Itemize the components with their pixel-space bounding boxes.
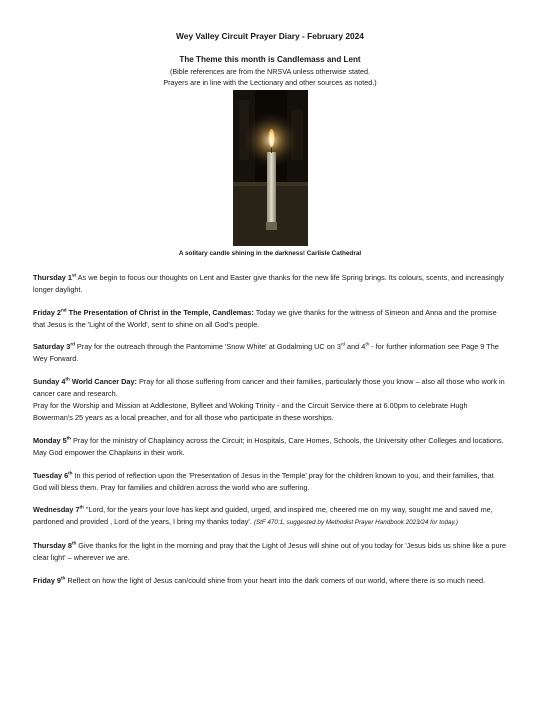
entry-saturday-3	[33, 341, 507, 365]
bible-reference-note	[33, 66, 507, 88]
document-title: Wey Valley Circuit Prayer Diary - February 2024	[176, 31, 364, 41]
entry-text: As we begin to focus our thoughts on Lent and Easter give thanks for the new life Spring brings. Its colours, scents, and increasingly longer daylight.	[33, 273, 504, 295]
note-line-2: Prayers are in line with the Lectionary and other sources as noted.)	[163, 78, 377, 87]
entry-day: Tuesday 6th	[33, 470, 73, 480]
entry-monday-5	[33, 435, 507, 459]
entry-text: Today we give thanks for the witness of Simeon and Anna and the promise that Jesus is the 'Light of the World', sent to shine on all God's people.	[33, 307, 497, 329]
hymn-reference: (StF 470:1, suggested by Methodist Prayer Handbook 2023/24 for today.)	[253, 519, 459, 527]
entry-sunday-4	[33, 376, 507, 424]
prayer-entries	[33, 272, 507, 587]
entry-heading: Sunday 4th World Cancer Day:	[33, 376, 137, 387]
entry-text: Pray for the ministry of Chaplaincy across the Circuit; in Hospitals, Care Homes, Schools, the University other Colleges and locations. May God empower the Chaplains in their work.	[33, 435, 504, 458]
entry-text: "Lord, for the years your love has kept and guided, urged, and inspired me, cheered me on my way, sought me and saved me, pardoned and provided , Lord of the years, I bring my thanks today'.	[33, 505, 493, 527]
entry-friday-2	[33, 307, 507, 331]
entry-text: Pray for the outreach through the Pantomime 'Snow White' at Godalming UC on 3rd and 4th - for further information see Page 9 The Wey Forward.	[33, 341, 499, 364]
entry-day: Friday 9th	[33, 575, 66, 585]
entry-day: Monday 5th	[33, 435, 71, 445]
entry-text-continued: Pray for the Worship and Mission at Addlestone, Byfleet and Woking Trinity - and the Circuit Service there at 6.00pm to celebrate Hugh Bowerman's 25 years as a local preacher, and for all those who participate in these worships.	[33, 401, 468, 423]
entry-text: In this period of reflection upon the 'Presentation of Jesus in the Temple' pray for the children known to you, and their families, that God will bless them. Pray for families and children across the world who are suffering.	[33, 470, 494, 492]
entry-wednesday-7	[33, 504, 507, 529]
photo-caption: A solitary candle shining in the darkness! Carlisle Cathedral	[178, 250, 362, 257]
candle-photo	[233, 90, 308, 246]
entry-day: Thursday 8th	[33, 540, 77, 550]
entry-thursday-1	[33, 272, 507, 296]
entry-thursday-8	[33, 540, 507, 564]
photo-container	[33, 90, 507, 246]
entry-day: Thursday 1st	[33, 272, 77, 282]
entry-heading: Friday 2nd The Presentation of Christ in the Temple, Candlemas:	[33, 307, 254, 317]
entry-friday-9	[33, 575, 507, 587]
entry-text: Reflect on how the light of Jesus can/could shine from your heart into the dark corners of our world, where there is so much need.	[65, 575, 486, 585]
candle-illustration	[233, 90, 308, 246]
theme-heading: The Theme this month is Candlemass and Lent	[179, 55, 361, 64]
entry-day: Saturday 3rd	[33, 341, 75, 352]
note-line-1: (Bible references are from the NRSVA unless otherwise stated.	[169, 67, 370, 76]
entry-text: Pray for all those suffering from cancer and their families, particularly those you know – also all those who work in cancer care and research.	[33, 377, 505, 399]
entry-text: Give thanks for the light in the morning and pray that the Light of Jesus will shine out of you today for 'Jesus bids us shine like a pure clear light' – wherever we are.	[33, 541, 506, 563]
entry-day: Wednesday 7th	[33, 504, 84, 515]
entry-tuesday-6	[33, 470, 507, 494]
